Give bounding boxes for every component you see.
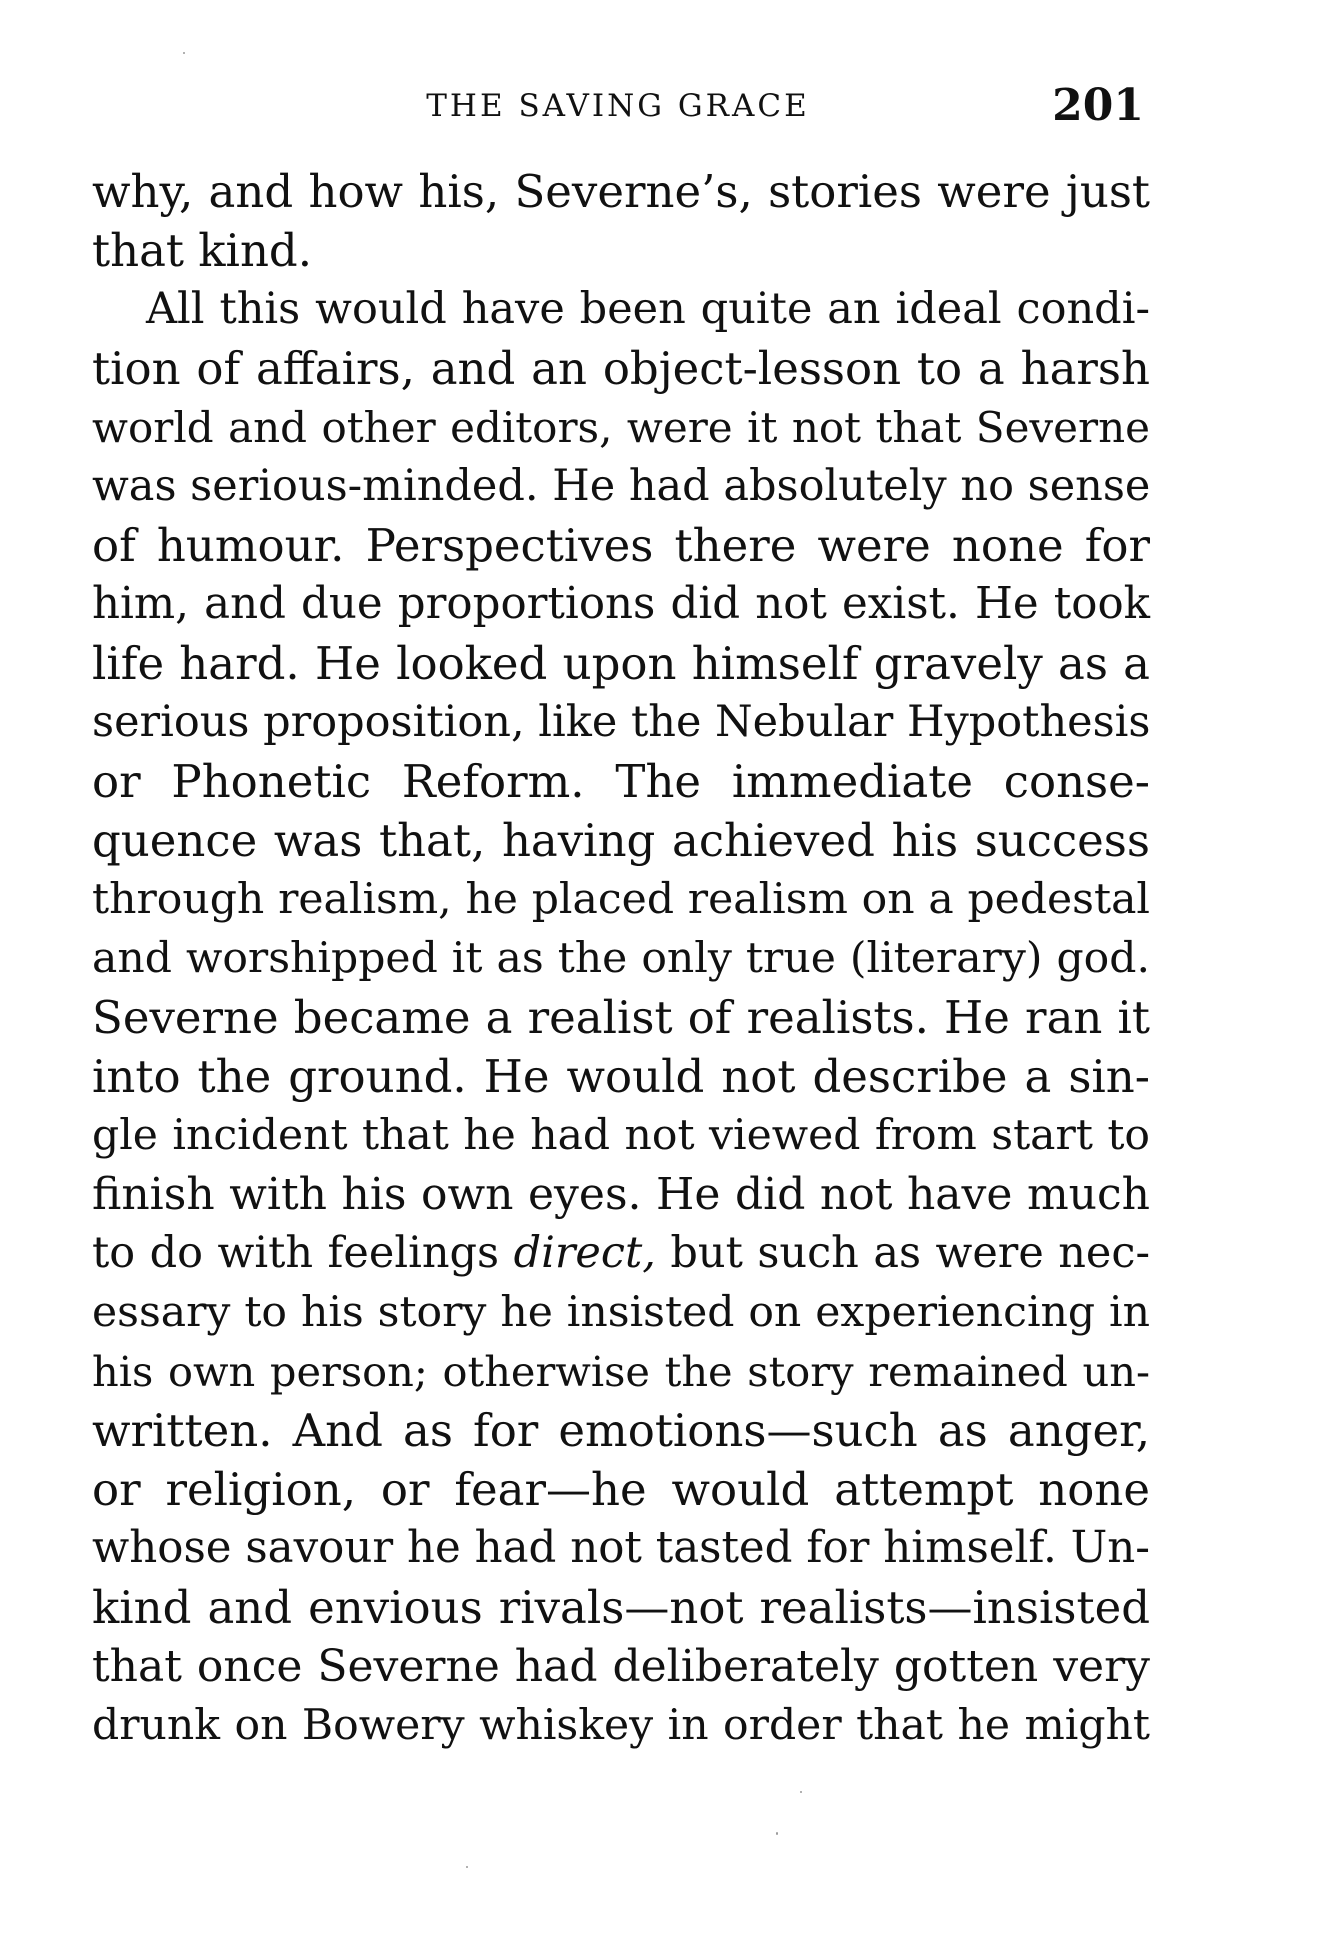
- text-line: whose savour he had not tasted for himself. Un-: [92, 1523, 1150, 1573]
- running-title: THE SAVING GRACE: [426, 88, 810, 124]
- paper-speck: [800, 1791, 802, 1793]
- text-line: quence was that, having achieved his success: [92, 814, 1150, 867]
- text-span: but such as were nec-: [670, 1228, 1150, 1278]
- italic-word: direct,: [513, 1228, 656, 1278]
- text-line: Severne became a realist of realists. He ran it: [92, 991, 1150, 1044]
- text-line: world and other editors, were it not that Severne: [92, 403, 1150, 452]
- text-line: drunk on Bowery whiskey in order that he might: [92, 1701, 1150, 1750]
- text-line: or religion, or fear—he would attempt none: [92, 1463, 1150, 1516]
- text-line: that once Severne had deliberately gotten very: [92, 1641, 1150, 1692]
- text-line: was serious-minded. He had absolutely no sense: [92, 461, 1151, 511]
- text-line: kind and envious rivals—not realists—insisted: [92, 1581, 1150, 1634]
- text-line: into the ground. He would not describe a sin-: [92, 1050, 1150, 1103]
- text-line: through realism, he placed realism on a pedestal: [92, 875, 1150, 924]
- page-number: 201: [1052, 80, 1144, 131]
- text-span: to do with feelings: [92, 1228, 500, 1278]
- text-line: why, and how his, Severne’s, stories were just: [92, 165, 1150, 218]
- text-line: and worshipped it as the only true (literary) god.: [92, 934, 1150, 983]
- text-line: written. And as for emotions—such as anger,: [92, 1404, 1150, 1457]
- text-line: his own person; otherwise the story remained un-: [92, 1347, 1150, 1396]
- paper-speck: [183, 52, 185, 54]
- text-line-with-italic: [92, 1224, 1150, 1283]
- paper-speck: [466, 1866, 468, 1868]
- text-line: finish with his own eyes. He did not have much: [92, 1169, 1150, 1220]
- text-line: gle incident that he had not viewed from start to: [92, 1111, 1150, 1160]
- text-line: that kind.: [92, 224, 313, 277]
- text-line: serious proposition, like the Nebular Hypothesis: [92, 697, 1151, 747]
- running-head: [92, 80, 1144, 140]
- text-line: All this would have been quite an ideal condi-: [146, 284, 1150, 334]
- paper-speck: [776, 1832, 778, 1835]
- body-text: [92, 162, 1150, 1755]
- text-line: tion of affairs, and an object-lesson to a harsh: [92, 342, 1150, 395]
- text-line: him, and due proportions did not exist. He took: [92, 579, 1150, 629]
- text-line: of humour. Perspectives there were none for: [92, 519, 1150, 572]
- text-line: life hard. He looked upon himself gravely as a: [92, 637, 1150, 690]
- text-line: or Phonetic Reform. The immediate conse-: [92, 755, 1150, 808]
- text-line: essary to his story he insisted on experiencing in: [92, 1288, 1150, 1337]
